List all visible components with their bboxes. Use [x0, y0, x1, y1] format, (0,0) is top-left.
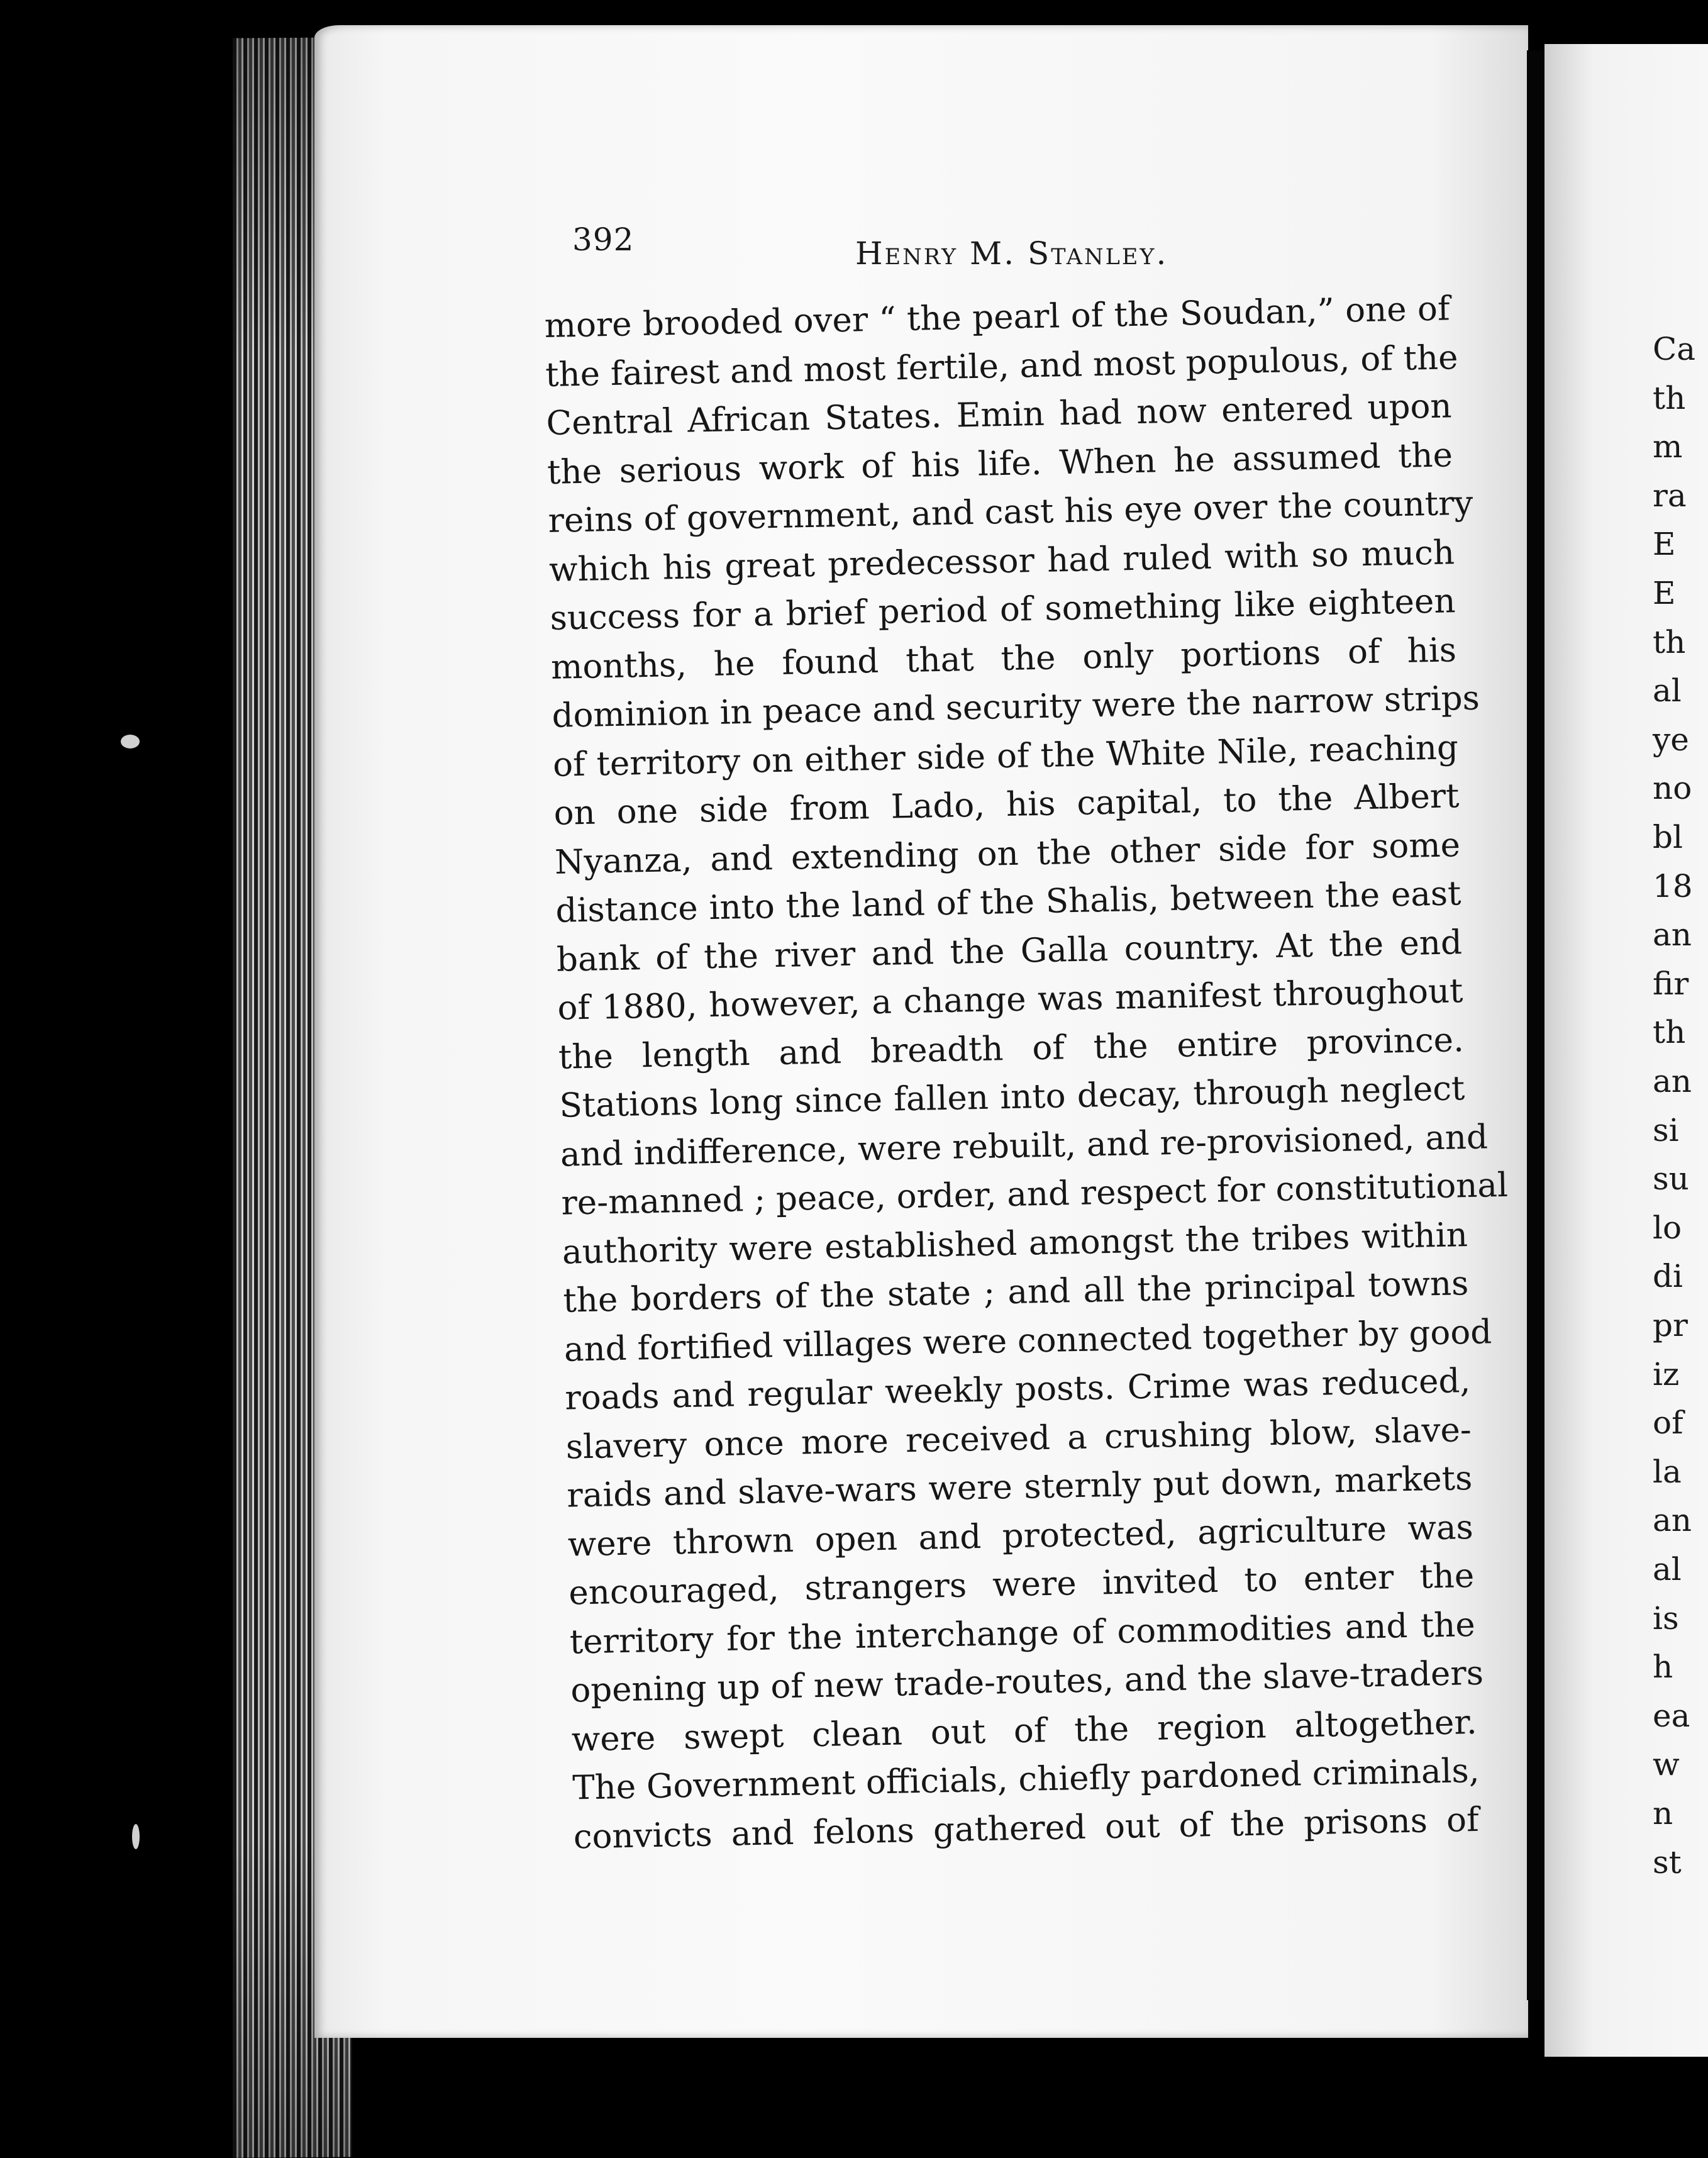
facing-page-line: an: [1653, 1502, 1692, 1539]
facing-page-line: no: [1653, 770, 1692, 807]
facing-page-line: h: [1653, 1649, 1673, 1686]
facing-page-line: 18: [1653, 867, 1693, 904]
text-line: the serious work of his life. When he assumed the: [546, 435, 1453, 492]
text-line: Stations long since fallen into decay, through neglect: [558, 1069, 1465, 1125]
text-line: were swept clean out of the region altogether.: [571, 1703, 1478, 1759]
book-gutter: [1527, 50, 1544, 2000]
text-line: the borders of the state ; and all the principal towns: [562, 1264, 1469, 1320]
text-line: opening up of new trade-routes, and the slave-traders: [570, 1654, 1484, 1710]
margin-speck: [132, 1824, 140, 1849]
facing-page-line: pr: [1653, 1307, 1688, 1343]
text-line: bank of the river and the Galla country. At the end: [556, 923, 1463, 979]
text-line: were thrown open and protected, agriculture was: [567, 1508, 1474, 1564]
facing-page-line: la: [1653, 1453, 1682, 1490]
text-line: roads and regular weekly posts. Crime was reduced,: [564, 1362, 1471, 1418]
facing-page-line: of: [1653, 1404, 1683, 1442]
text-line: success for a brief period of something like eighteen: [550, 582, 1456, 638]
facing-page-line: th: [1653, 379, 1686, 416]
text-line: Central African States. Emin had now entered upon: [546, 387, 1453, 443]
facing-page-line: di: [1653, 1258, 1683, 1295]
facing-page-line: is: [1653, 1599, 1679, 1637]
facing-page-line: si: [1653, 1111, 1679, 1149]
page-number: 392: [572, 221, 635, 258]
text-line: and indifference, were rebuilt, and re-provisioned, and: [560, 1117, 1489, 1174]
text-line: and fortified villages were connected together by good: [563, 1312, 1492, 1369]
text-line: the fairest and most fertile, and most populous, of the: [545, 338, 1458, 394]
text-line: territory for the interchange of commodities and the: [569, 1605, 1476, 1662]
text-line: slavery once more received a crushing blow, slave-: [565, 1410, 1472, 1467]
text-line: more brooded over “ the pearl of the Soudan,” one of: [544, 289, 1451, 345]
text-line: the length and breadth of the entire province.: [558, 1020, 1465, 1077]
facing-page-line: n: [1653, 1795, 1673, 1832]
facing-page-line: st: [1653, 1844, 1682, 1881]
running-head: Henry M. Stanley.: [855, 235, 1168, 272]
text-line: authority were established amongst the tribes within: [562, 1215, 1468, 1272]
facing-page-line: E: [1653, 526, 1676, 563]
facing-page-line: ye: [1653, 721, 1689, 758]
facing-page-line: ea: [1653, 1697, 1690, 1734]
facing-page-line: al: [1653, 672, 1682, 709]
facing-page-line: su: [1653, 1160, 1689, 1198]
text-line: on one side from Lado, his capital, to the Albert: [553, 777, 1460, 833]
text-line: of 1880, however, a change was manifest throughout: [557, 972, 1463, 1028]
facing-page-line: iz: [1653, 1355, 1680, 1393]
text-line: Nyanza, and extending on the other side for some: [554, 825, 1461, 882]
facing-page-line: E: [1653, 575, 1676, 611]
text-line: which his great predecessor had ruled with so much: [548, 533, 1455, 589]
facing-page-line: lo: [1653, 1209, 1682, 1246]
text-line: encouraged, strangers were invited to enter the: [568, 1556, 1475, 1613]
facing-page-line: Ca: [1653, 331, 1696, 367]
facing-page-line: fir: [1653, 965, 1689, 1002]
facing-page-line: bl: [1653, 819, 1683, 855]
text-line: re-manned ; peace, order, and respect for constitutional: [560, 1165, 1509, 1223]
text-line: of territory on either side of the White Nile, reaching: [552, 728, 1459, 784]
facing-page-line: an: [1653, 1063, 1692, 1099]
facing-page-line: w: [1653, 1746, 1680, 1783]
facing-page-line: ra: [1653, 477, 1687, 514]
text-line: raids and slave-wars were sternly put down, markets: [566, 1459, 1473, 1515]
facing-page-line: an: [1653, 916, 1692, 954]
text-line: reins of government, and cast his eye over the country: [548, 484, 1473, 540]
facing-page-line: th: [1653, 623, 1686, 660]
text-line: months, he found that the only portions of his: [550, 630, 1457, 687]
margin-speck: [121, 735, 140, 748]
facing-page-line: th: [1653, 1014, 1686, 1051]
text-line: dominion in peace and security were the narrow strips: [552, 679, 1480, 735]
facing-page-line: al: [1653, 1551, 1682, 1588]
body-text: [544, 284, 1509, 1861]
text-line: The Government officials, chiefly pardoned criminals,: [572, 1751, 1480, 1808]
facing-page-line: m: [1653, 428, 1683, 465]
text-line: convicts and felons gathered out of the prisons of: [573, 1800, 1480, 1857]
text-line: distance into the land of the Shalis, between the east: [555, 874, 1461, 930]
